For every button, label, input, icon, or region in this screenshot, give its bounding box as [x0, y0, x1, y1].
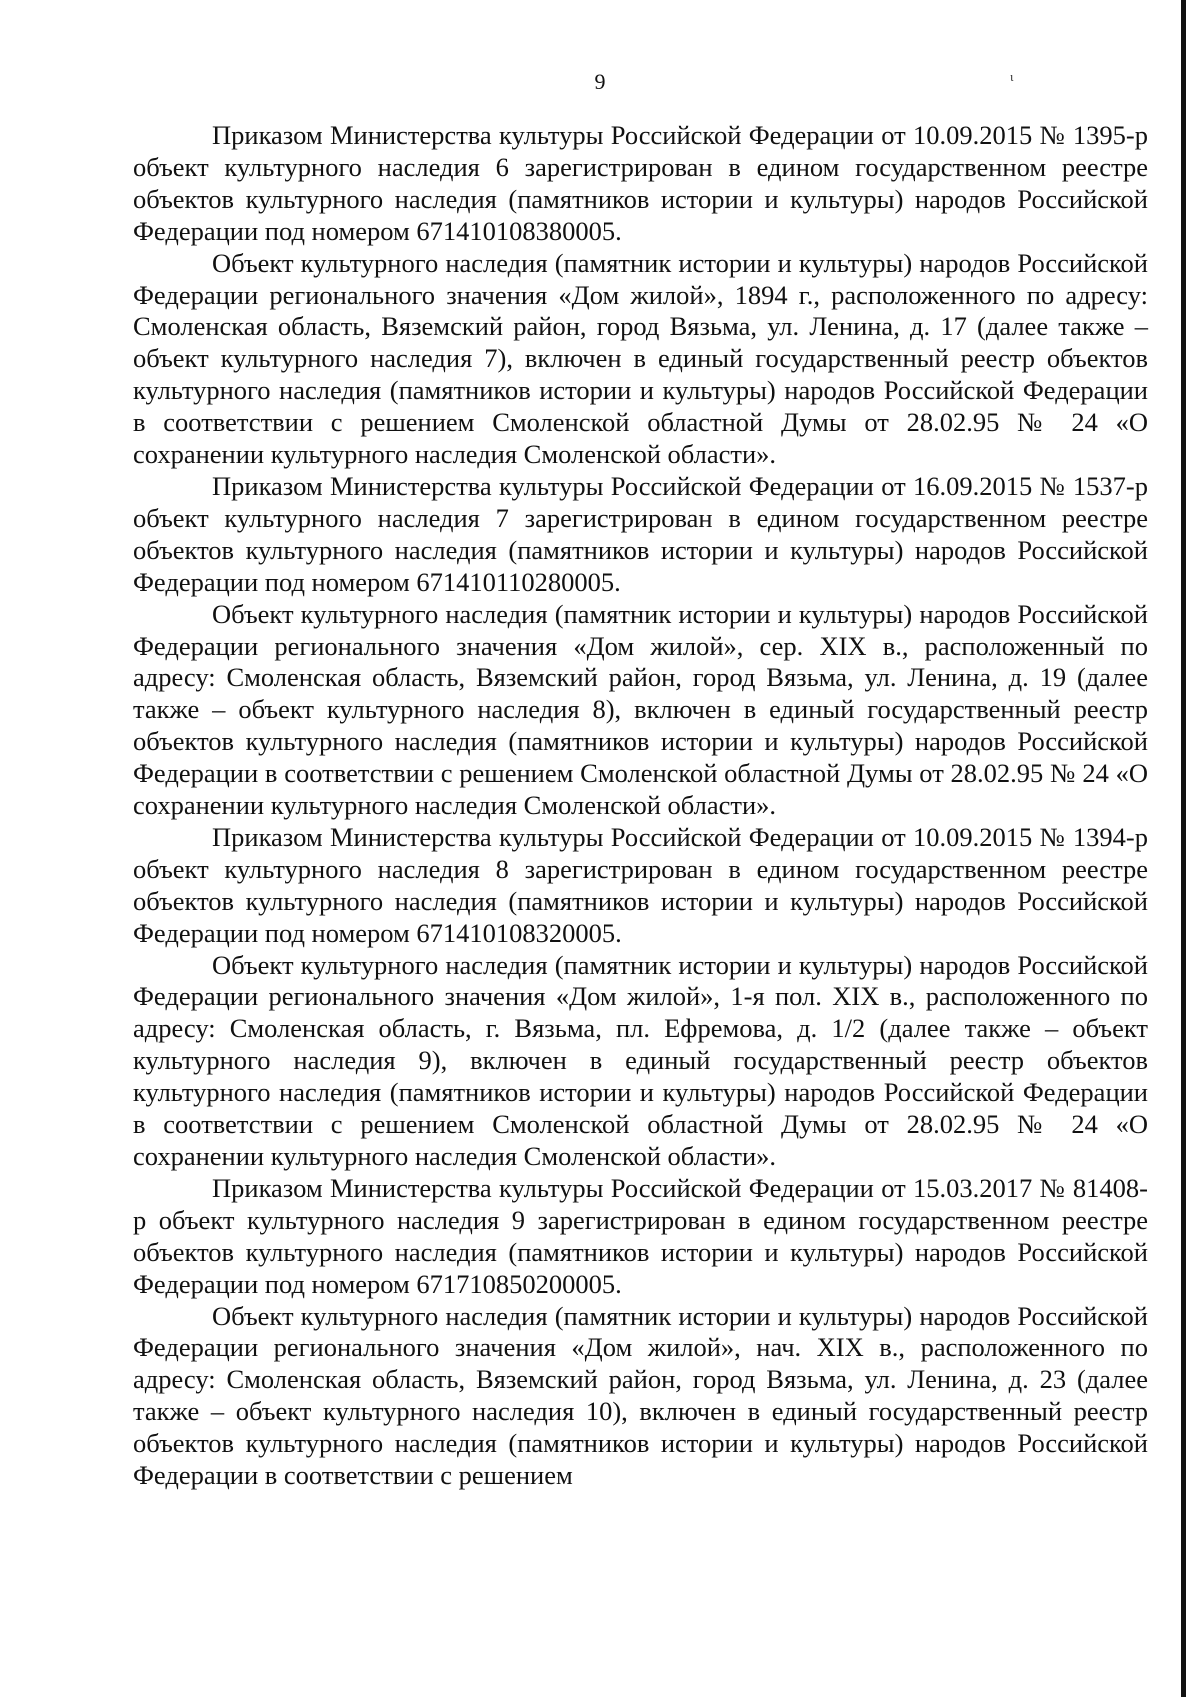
paragraph-object-8: Объект культурного наследия (памятник истории и культуры) народов Российской Федерации регионального значения «Дом жилой», сер. XIX в., расположенный по адресу: Смоленская область, Вяземский район, город Вязьма, ул. Ленина, д. 19 (далее также – объект культурного наследия 8), включен в единый государственный реестр объектов культурного наследия (памятников истории и культуры) народов Российской Федерации в соответствии с решением Смоленской областной Думы от 28.02.95 № 24 «О сохранении культурного наследия Смоленской области».	[133, 598, 1148, 821]
paragraph-order-1537: Приказом Министерства культуры Российской Федерации от 16.09.2015 № 1537-р объект культурного наследия 7 зарегистрирован в едином государственном реестре объектов культурного наследия (памятников истории и культуры) народов Российской Федерации под номером 671410110280005.	[133, 470, 1148, 597]
paragraph-order-1395: Приказом Министерства культуры Российской Федерации от 10.09.2015 № 1395-р объект культурного наследия 6 зарегистрирован в едином государственном реестре объектов культурного наследия (памятников истории и культуры) народов Российской Федерации под номером 671410108380005.	[133, 120, 1148, 246]
paragraph-object-9: Объект культурного наследия (памятник истории и культуры) народов Российской Федерации регионального значения «Дом жилой», 1-я пол. XIX в., расположенного по адресу: Смоленская область, г. Вязьма, пл. Ефремова, д. 1/2 (далее также – объект культурного наследия 9), включен в единый государственный реестр объектов культурного наследия (памятников истории и культуры) народов Российской Федерации в соответствии с решением Смоленской областной Думы от 28.02.95 № 24 «О сохранении культурного наследия Смоленской области».	[133, 949, 1148, 1171]
page-number: 9	[594, 69, 606, 94]
document-body	[133, 120, 1148, 1492]
paragraph-order-1394: Приказом Министерства культуры Российской Федерации от 10.09.2015 № 1394-р объект культурного наследия 8 зарегистрирован в едином государственном реестре объектов культурного наследия (памятников истории и культуры) народов Российской Федерации под номером 671410108320005.	[133, 821, 1148, 948]
stray-mark: ι	[1010, 69, 1014, 84]
paragraph-object-10: Объект культурного наследия (памятник истории и культуры) народов Российской Федерации регионального значения «Дом жилой», нач. XIX в., расположенного по адресу: Смоленская область, Вяземский район, город Вязьма, ул. Ленина, д. 23 (далее также – объект культурного наследия 10), включен в единый государственный реестр объектов культурного наследия (памятников истории и культуры) народов Российской Федерации в соответствии с решением	[133, 1300, 1148, 1491]
paragraph-order-81408: Приказом Министерства культуры Российской Федерации от 15.03.2017 № 81408-р объект культурного наследия 9 зарегистрирован в едином государственном реестре объектов культурного наследия (памятников истории и культуры) народов Российской Федерации под номером 671710850200005.	[133, 1172, 1148, 1299]
paragraph-object-7: Объект культурного наследия (памятник истории и культуры) народов Российской Федерации регионального значения «Дом жилой», 1894 г., расположенного по адресу: Смоленская область, Вяземский район, город Вязьма, ул. Ленина, д. 17 (далее также – объект культурного наследия 7), включен в единый государственный реестр объектов культурного наследия (памятников истории и культуры) народов Российской Федерации в соответствии с решением Смоленской областной Думы от 28.02.95 № 24 «О сохранении культурного наследия Смоленской области».	[133, 247, 1148, 470]
page-edge-line	[1181, 0, 1186, 1697]
